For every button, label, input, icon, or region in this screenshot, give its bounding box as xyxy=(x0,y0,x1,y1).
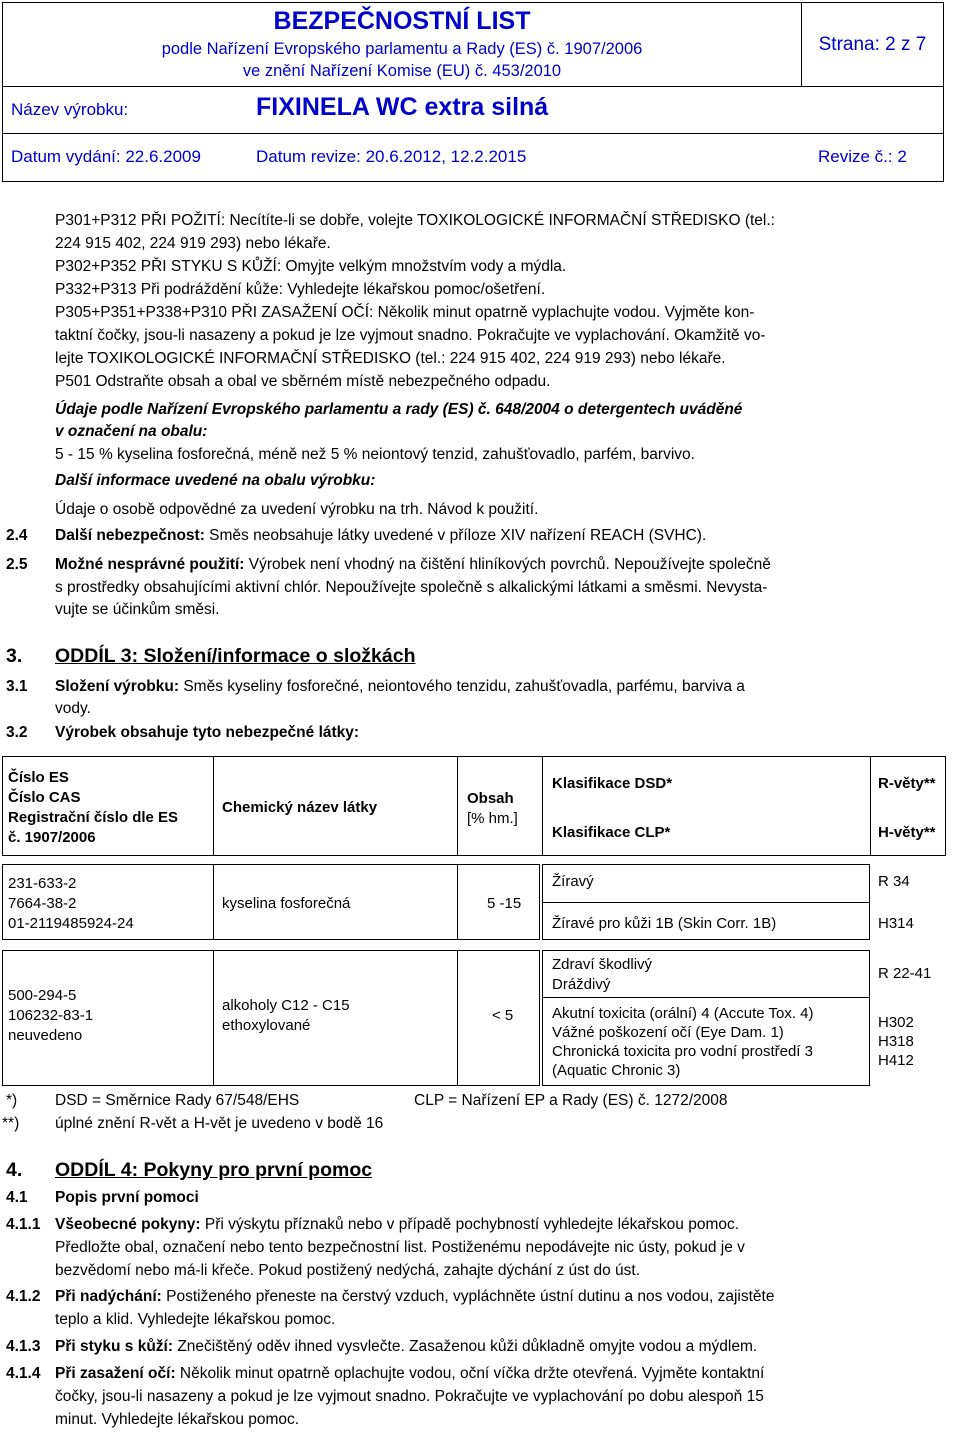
note-1-dsd: DSD = Směrnice Rady 67/548/EHS xyxy=(55,1092,300,1109)
p302-line: P302+P352 PŘI STYKU S KŮŽÍ: Omyjte velkým množstvím vody a mýdla. xyxy=(55,258,567,275)
p305-line-2: taktní čočky, jsou-li nasazeny a pokud je lze vyjmout snadno. Pokračujte ve vyplachování. Okamžitě vo- xyxy=(55,327,766,344)
th-r-phrases: R-věty** xyxy=(878,775,936,792)
th-number-es: Číslo ES xyxy=(8,769,69,786)
th-content: Obsah xyxy=(467,790,514,807)
product-name: FIXINELA WC extra silná xyxy=(256,93,549,121)
p332-line: P332+P313 Při podráždění kůže: Vyhledejte lékařskou pomoc/ošetření. xyxy=(55,281,546,298)
section-2-4-number: 2.4 xyxy=(6,527,28,544)
additional-info-heading: Další informace uvedené na obalu výrobku: xyxy=(55,472,376,489)
row2-clp-4: (Aquatic Chronic 3) xyxy=(552,1062,681,1079)
row1-id-cas: 7664-38-2 xyxy=(8,895,77,912)
section-3-1-line-2: vody. xyxy=(55,700,91,717)
issue-date: Datum vydání: 22.6.2009 xyxy=(11,147,201,166)
row1-r: R 34 xyxy=(878,873,910,890)
section-4-1-1-line-1: Všeobecné pokyny: Při výskytu příznaků nebo v případě pochybností vyhledejte lékařskou pomoc. xyxy=(55,1216,740,1233)
th-content-unit: [% hm.] xyxy=(467,810,518,827)
document-header xyxy=(2,2,944,182)
p301-line-1: P301+P312 PŘI POŽITÍ: Necítíte-li se dobře, volejte TOXIKOLOGICKÉ INFORMAČNÍ STŘEDISKO (tel.: xyxy=(55,212,775,229)
row2-h-3: H412 xyxy=(878,1052,914,1069)
document-subtitle-2: ve znění Nařízení Komise (EU) č. 453/2010 xyxy=(242,62,562,80)
section-4-1-1-number: 4.1.1 xyxy=(6,1216,41,1233)
th-clp: Klasifikace CLP* xyxy=(552,824,671,841)
section-3-number: 3. xyxy=(6,645,23,667)
detergent-heading-1: Údaje podle Nařízení Evropského parlamentu a rady (ES) č. 648/2004 o detergentech uváděné xyxy=(55,401,743,418)
header-title-box xyxy=(3,3,802,86)
section-4-1-title: Popis první pomoci xyxy=(55,1189,199,1206)
section-4-1-4-line-1: Při zasažení očí: Několik minut opatrně oplachujte vodou, oční víčka držte otevřená. Vyjměte kontaktní xyxy=(55,1365,765,1382)
section-4-1-4-number: 4.1.4 xyxy=(6,1365,41,1382)
row1-clp: Žíravé pro kůži 1B (Skin Corr. 1B) xyxy=(552,915,777,932)
row2-dsd-1: Zdraví škodlivý xyxy=(552,956,653,973)
row2-clp-2: Vážné poškození očí (Eye Dam. 1) xyxy=(552,1024,784,1041)
section-4-1-2-number: 4.1.2 xyxy=(6,1288,41,1305)
row2-r: R 22-41 xyxy=(878,965,932,982)
row1-name: kyselina fosforečná xyxy=(222,895,351,912)
note-1-mark: *) xyxy=(6,1092,18,1109)
revision-number: Revize č.: 2 xyxy=(818,147,907,166)
th-h-phrases: H-věty** xyxy=(878,824,936,841)
row1-h: H314 xyxy=(878,915,914,932)
row1-content: 5 -15 xyxy=(487,895,522,912)
revision-date: Datum revize: 20.6.2012, 12.2.2015 xyxy=(256,147,527,166)
section-2-4-text: Další nebezpečnost: Směs neobsahuje látky uvedené v příloze XIV nařízení REACH (SVHC). xyxy=(55,527,707,544)
th-regulation: č. 1907/2006 xyxy=(8,829,96,846)
section-2-5-line-2: s prostředky obsahujícími aktivní chlór. Nepoužívejte společně s alkalickými látkami a směsmi. Nevysta- xyxy=(55,579,768,596)
section-4-1-1-line-3: bezvědomí nebo má-li křeče. Pokud postižený nedýchá, zahajte dýchání z úst do úst. xyxy=(55,1262,641,1279)
p305-line-1: P305+P351+P338+P310 PŘI ZASAŽENÍ OČÍ: Několik minut opatrně vyplachujte vodou. Vyjměte kon- xyxy=(55,304,755,321)
dates-row xyxy=(3,133,943,182)
section-4-1-3-line-1: Při styku s kůží: Znečištěný oděv ihned vysvlečte. Zasaženou kůži důkladně omyjte vodou a mýdlem. xyxy=(55,1338,758,1355)
section-2-5-line-3: vujte se účinkům směsi. xyxy=(55,601,220,618)
row2-dsd-2: Dráždivý xyxy=(552,976,611,993)
note-2-text: úplné znění R-vět a H-vět je uvedeno v bodě 16 xyxy=(55,1115,384,1132)
section-4-1-4-line-3: minut. Vyhledejte lékařskou pomoc. xyxy=(55,1411,300,1428)
section-4-1-number: 4.1 xyxy=(6,1189,28,1206)
additional-info-text: Údaje o osobě odpovědné za uvedení výrobku na trh. Návod k použití. xyxy=(55,501,539,518)
section-2-5-line-1: Možné nesprávné použití: Výrobek není vhodný na čištění hliníkových povrchů. Nepoužívejte společně xyxy=(55,556,771,573)
th-number-cas: Číslo CAS xyxy=(8,789,81,806)
detergent-heading-2: v označení na obalu: xyxy=(55,423,208,440)
row2-id-reg: neuvedeno xyxy=(8,1027,83,1044)
th-chemical-name: Chemický název látky xyxy=(222,799,378,816)
p305-line-3: lejte TOXIKOLOGICKÉ INFORMAČNÍ STŘEDISKO (tel.: 224 915 402, 224 919 293) nebo lékaře. xyxy=(55,350,726,367)
row2-id-cas: 106232-83-1 xyxy=(8,1007,94,1024)
section-4-1-4-line-2: čočky, jsou-li nasazeny a pokud je lze vyjmout snadno. Pokračujte ve vyplachování po dobu alespoň 15 xyxy=(55,1388,764,1405)
section-4-1-1-line-2: Předložte obal, označení nebo tento bezpečnostní list. Postiženému nepodávejte nic ústy, pokud je v xyxy=(55,1239,745,1256)
row2-name-2: ethoxylované xyxy=(222,1017,311,1034)
section-3-1-number: 3.1 xyxy=(6,678,28,695)
row2-clp-1: Akutní toxicita (orální) 4 (Accute Tox. 4) xyxy=(552,1005,814,1022)
section-2-5-number: 2.5 xyxy=(6,556,28,573)
section-3-2-title: Výrobek obsahuje tyto nebezpečné látky: xyxy=(55,724,360,741)
row1-dsd: Žíravý xyxy=(552,873,594,890)
section-3-2-number: 3.2 xyxy=(6,724,28,741)
section-4-1-2-line-2: teplo a klid. Vyhledejte lékařskou pomoc. xyxy=(55,1311,336,1328)
detergent-composition: 5 - 15 % kyselina fosforečná, méně než 5 % neiontový tenzid, zahušťovadlo, parfém, barvivo. xyxy=(55,446,695,463)
document-title: BEZPEČNOSTNÍ LIST xyxy=(273,7,531,35)
section-4-number: 4. xyxy=(6,1159,23,1181)
section-4-1-2-line-1: Při nadýchání: Postiženého přeneste na čerstvý vzduch, vypláchněte ústní dutinu a nos vodou, zajistěte xyxy=(55,1288,775,1305)
row2-name-1: alkoholy C12 - C15 xyxy=(222,997,350,1014)
row2-clp-3: Chronická toxicita pro vodní prostředí 3 xyxy=(552,1043,813,1060)
note-2-mark: **) xyxy=(2,1115,20,1132)
row1-id-reg: 01-2119485924-24 xyxy=(8,915,134,932)
section-4-1-3-number: 4.1.3 xyxy=(6,1338,41,1355)
row2-content: < 5 xyxy=(492,1007,514,1024)
p501-line: P501 Odstraňte obsah a obal ve sběrném místě nebezpečného odpadu. xyxy=(55,373,551,390)
page-number: Strana: 2 z 7 xyxy=(818,33,927,55)
row1-id-es: 231-633-2 xyxy=(8,875,77,892)
product-row xyxy=(3,86,943,133)
note-1-clp: CLP = Nařízení EP a Rady (ES) č. 1272/2008 xyxy=(414,1092,728,1109)
product-label: Název výrobku: xyxy=(11,100,129,119)
section-4-title: ODDÍL 4: Pokyny pro první pomoc xyxy=(55,1159,373,1181)
row2-id-es: 500-294-5 xyxy=(8,987,77,1004)
th-dsd: Klasifikace DSD* xyxy=(552,775,673,792)
section-3-1-line-1: Složení výrobku: Směs kyseliny fosforečné, neiontového tenzidu, zahušťovadla, parfému, barviva a xyxy=(55,678,745,695)
document-subtitle-1: podle Nařízení Evropského parlamentu a Rady (ES) č. 1907/2006 xyxy=(161,40,643,58)
row2-h-1: H302 xyxy=(878,1014,914,1031)
th-registration: Registrační číslo dle ES xyxy=(8,809,179,826)
section-3-title: ODDÍL 3: Složení/informace o složkách xyxy=(55,645,416,667)
p301-line-2: 224 915 402, 224 919 293) nebo lékaře. xyxy=(55,235,331,252)
row2-h-2: H318 xyxy=(878,1033,914,1050)
